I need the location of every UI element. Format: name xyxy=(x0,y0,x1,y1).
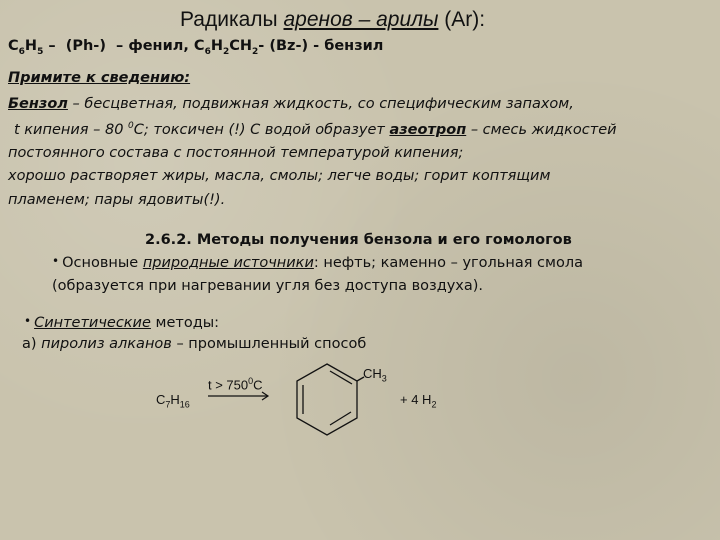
title-normal: Радикалы xyxy=(180,8,278,31)
section-title: 2.6.2. Методы получения бензола и его гомологов xyxy=(145,232,572,248)
formula-text: + 4 H xyxy=(400,392,432,407)
natural-sources-line-2: (образуется при нагревании угля без доступа воздуха). xyxy=(52,278,484,294)
radical-sub: 2 xyxy=(222,46,230,57)
radical-sub: 6 xyxy=(18,46,25,57)
note-line-3: постоянного состава с постоянной температурой кипения; xyxy=(8,145,464,161)
formula-text: H xyxy=(170,392,180,407)
radical-text: C xyxy=(8,38,19,54)
note-text: – смесь жидкостей xyxy=(466,121,617,138)
note-line-5: пламенем; пары ядовиты(!). xyxy=(8,192,226,208)
title-tail: (Ar): xyxy=(444,8,486,31)
radical-sub: 5 xyxy=(37,46,44,57)
hydrogen-byproduct xyxy=(400,392,436,410)
formula-sub: 16 xyxy=(179,399,190,410)
formula-sub: 7 xyxy=(165,399,171,410)
condition-text: t > 750 xyxy=(208,377,249,393)
note-text: t кипения – 80 xyxy=(14,121,129,138)
synthetic-rest: методы: xyxy=(150,315,220,331)
condition-sup: 0 xyxy=(248,376,254,386)
bullet-icon: • xyxy=(24,314,32,328)
formula-sub: 2 xyxy=(431,399,437,410)
note-text: – бесцветная, подвижная жидкость, со специфическим запахом, xyxy=(67,96,574,112)
radical-text: H xyxy=(210,38,223,54)
azeotrope-word: азеотроп xyxy=(389,121,467,138)
item-label: а) xyxy=(22,336,42,352)
radical-text: CH xyxy=(229,38,253,54)
radical-sub: 2 xyxy=(252,46,259,57)
degree-sup: 0 xyxy=(128,121,134,131)
benzene-ring-icon xyxy=(297,364,364,435)
synthetic-term: Синтетические xyxy=(34,315,151,331)
bullet-icon: • xyxy=(52,254,60,268)
radical-text: H xyxy=(24,38,38,54)
formula-sub: 3 xyxy=(381,373,387,384)
reaction-arrow xyxy=(208,392,268,400)
note-line-4: хорошо растворяет жиры, масла, смолы; легче воды; горит коптящим xyxy=(8,168,551,184)
radical-text: – (Ph-) – фенил, C xyxy=(43,38,205,54)
note-text: С; токсичен (!) С водой образует xyxy=(133,121,390,138)
radical-sub: 6 xyxy=(204,46,211,57)
note-heading-text: Примите к сведению: xyxy=(8,70,191,86)
benzene-word: Бензол xyxy=(8,96,68,112)
radical-text: - (Bz-) - бензил xyxy=(258,38,384,54)
pyrolysis-rest: – промышленный способ xyxy=(171,336,367,352)
natural-prefix: Основные xyxy=(62,255,143,271)
title-italic: аренов – арилы xyxy=(283,8,439,31)
formula-text: CH xyxy=(363,366,382,381)
pyrolysis-term: пиролиз алканов xyxy=(41,336,172,352)
natural-rest: : нефть; каменно – угольная смола xyxy=(313,255,583,271)
methyl-substituent xyxy=(363,366,387,384)
condition-unit: C xyxy=(253,377,263,393)
natural-sources-term: природные источники xyxy=(142,255,314,271)
formula-text: C xyxy=(156,392,166,407)
